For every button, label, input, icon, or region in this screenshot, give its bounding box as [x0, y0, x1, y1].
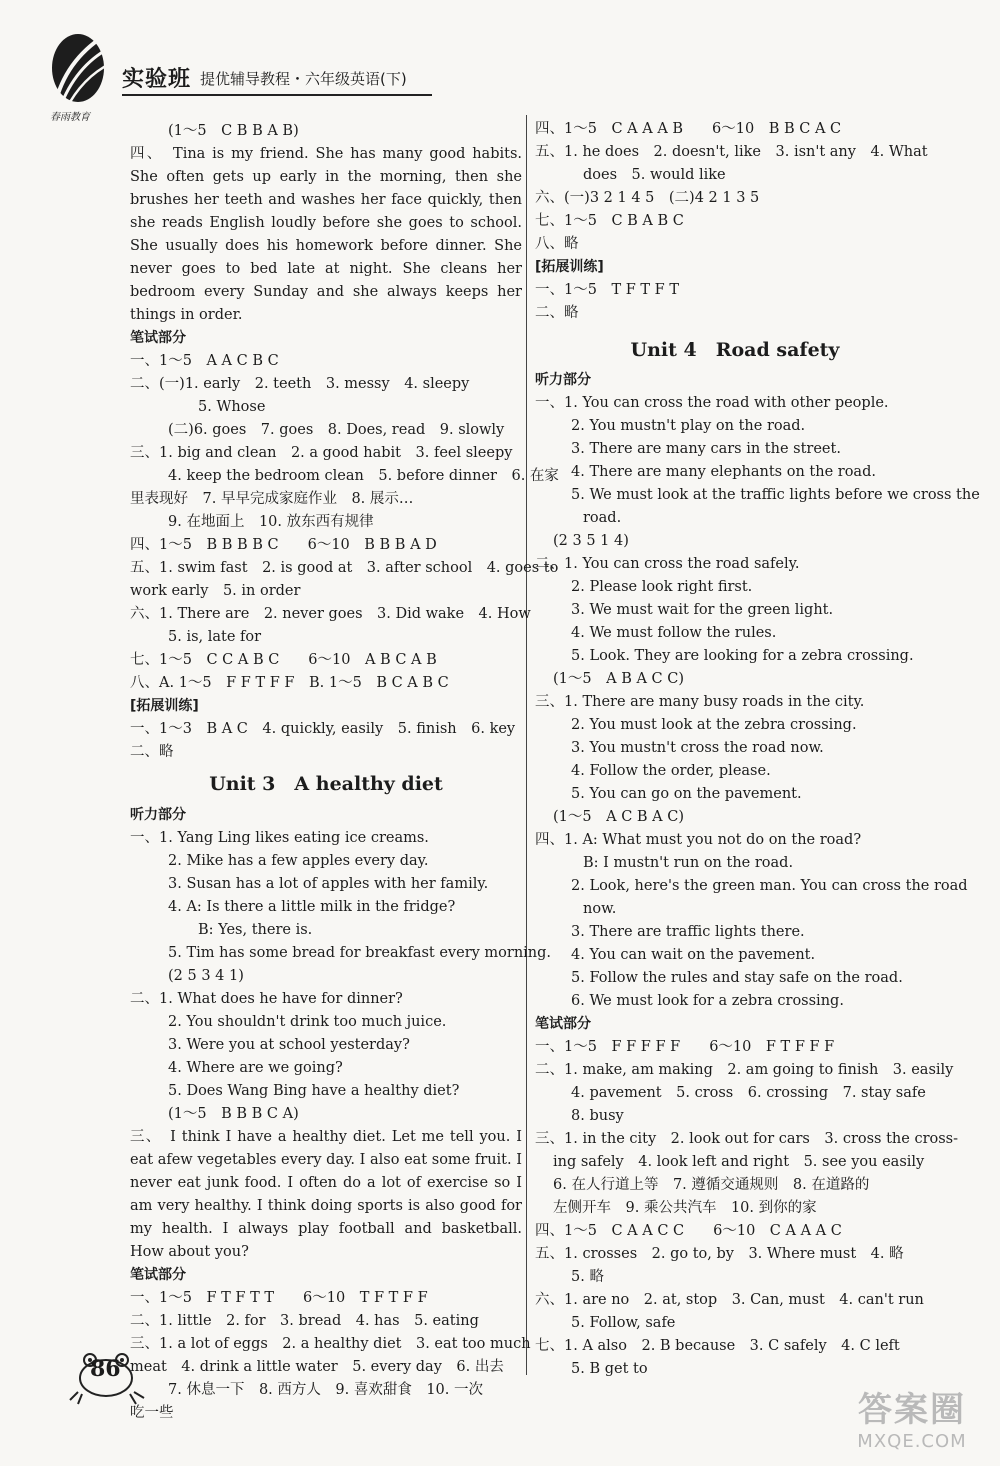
- answer-line: 2. You shouldn't drink too much juice.: [168, 1014, 447, 1030]
- answer-line: 7. 休息一下 8. 西方人 9. 喜欢甜食 10. 一次: [168, 1382, 483, 1398]
- answer-line: 4. There are many elephants on the road.: [571, 464, 876, 480]
- passage-paragraph: 四、 Tina is my friend. She has many good habits. She often gets up early in the morning, then she brushes her teeth and washes her face quickly, then she reads English loudly before she goes to school. She usually does his homework before dinner. She never goes to bed late at night. She cleans her bedroom every Sunday and she always keeps her things in order.: [130, 146, 522, 323]
- brand-title: 实验班: [122, 67, 192, 92]
- answer-line: 二、1. What does he have for dinner?: [130, 991, 403, 1007]
- leaf-logo-icon: [48, 24, 120, 110]
- answer-line: 4. keep the bedroom clean 5. before dinner 6. 在家: [168, 468, 559, 484]
- section-heading: 笔试部分: [130, 1267, 186, 1283]
- answer-line: 4. We must follow the rules.: [571, 625, 777, 641]
- section-heading: 听力部分: [130, 807, 186, 823]
- watermark: [842, 1382, 982, 1452]
- answer-line: ing safely 4. look left and right 5. see you easily: [553, 1154, 925, 1170]
- section-heading: [拓展训练]: [535, 259, 604, 275]
- answer-line: 六、(一)3 2 1 4 5 (二)4 2 1 3 5: [535, 190, 760, 206]
- answer-line: 5. Follow, safe: [571, 1315, 676, 1331]
- answer-line: 5. 略: [571, 1269, 604, 1285]
- answer-line: 一、1. Yang Ling likes eating ice creams.: [130, 830, 429, 846]
- answer-line: 5. is, late for: [168, 629, 262, 645]
- answer-line: 3. There are many cars in the street.: [571, 441, 841, 457]
- answer-line: 3. You mustn't cross the road now.: [571, 740, 824, 756]
- answer-line: 2. You must look at the zebra crossing.: [571, 717, 857, 733]
- answer-line: 吃一些: [130, 1405, 174, 1421]
- answer-line: 八、A. 1～5 F F T F F B. 1～5 B C A B C: [130, 675, 449, 691]
- answer-line: 六、1. There are 2. never goes 3. Did wake 4. How: [130, 606, 531, 622]
- page-number-badge: [70, 1348, 150, 1408]
- page-header: [40, 22, 440, 132]
- answer-line: now.: [583, 901, 617, 917]
- answer-line: 4. You can wait on the pavement.: [571, 947, 816, 963]
- unit-title: Unit 3 A healthy diet: [209, 773, 443, 795]
- answer-line: 3. There are traffic lights there.: [571, 924, 805, 940]
- book-subtitle: 提优辅导教程・六年级英语(下): [200, 70, 407, 88]
- answer-line: 三、1. big and clean 2. a good habit 3. feel sleepy: [130, 445, 513, 461]
- answer-line: (1～5 C B B A B): [168, 123, 299, 139]
- answer-line: 五、1. crosses 2. go to, by 3. Where must 4. 略: [535, 1246, 904, 1262]
- answer-line: 七、1. A also 2. B because 3. C safely 4. C left: [535, 1338, 900, 1354]
- answer-line: 4. Follow the order, please.: [571, 763, 771, 779]
- answer-line: 一、1～5 A A C B C: [130, 353, 279, 369]
- answer-line: 里表现好 7. 早早完成家庭作业 8. 展示…: [130, 491, 414, 507]
- answer-line: 七、1～5 C B A B C: [535, 213, 684, 229]
- answer-line: 八、略: [535, 236, 579, 252]
- answer-line: 一、1～5 T F T F T: [535, 282, 680, 298]
- answer-line: 左侧开车 9. 乘公共汽车 10. 到你的家: [553, 1200, 817, 1216]
- answer-line: 三、1. a lot of eggs 2. a healthy diet 3. eat too much: [130, 1336, 531, 1352]
- answer-line: B: Yes, there is.: [198, 922, 313, 938]
- answer-line: B: I mustn't run on the road.: [583, 855, 794, 871]
- answer-line: 五、1. he does 2. doesn't, like 3. isn't any 4. What: [535, 144, 928, 160]
- answer-line: 5. We must look at the traffic lights before we cross the: [571, 487, 980, 503]
- answer-line: (1～5 B B B C A): [168, 1106, 299, 1122]
- answer-line: 3. Susan has a lot of apples with her family.: [168, 876, 489, 892]
- answer-line: 5. You can go on the pavement.: [571, 786, 802, 802]
- answer-line: 6. We must look for a zebra crossing.: [571, 993, 844, 1009]
- answer-line: 四、1～5 B B B B C 6～10 B B B A D: [130, 537, 437, 553]
- page-number: 86: [90, 1356, 121, 1382]
- answer-line: 2. Look, here's the green man. You can cross the road: [571, 878, 968, 894]
- answer-line: 9. 在地面上 10. 放东西有规律: [168, 514, 374, 530]
- answer-line: 三、1. There are many busy roads in the city.: [535, 694, 865, 710]
- answer-line: 4. A: Is there a little milk in the fridge?: [168, 899, 456, 915]
- answer-line: 5. Tim has some bread for breakfast every morning.: [168, 945, 552, 961]
- answer-line: 2. You mustn't play on the road.: [571, 418, 806, 434]
- answer-line: 七、1～5 C C A B C 6～10 A B C A B: [130, 652, 437, 668]
- answer-line: 5. Follow the rules and stay safe on the road.: [571, 970, 903, 986]
- answer-line: 二、1. make, am making 2. am going to finish 3. easily: [535, 1062, 954, 1078]
- answer-line: meat 4. drink a little water 5. every day 6. 出去: [130, 1359, 504, 1375]
- unit-title: Unit 4 Road safety: [630, 339, 840, 361]
- answer-line: 3. Were you at school yesterday?: [168, 1037, 410, 1053]
- answer-line: work early 5. in order: [130, 583, 301, 599]
- answer-line: 四、1～5 C A A A B 6～10 B B C A C: [535, 121, 842, 137]
- header-rule: [122, 94, 432, 96]
- right-column: [535, 118, 980, 1381]
- answer-line: does 5. would like: [583, 167, 726, 183]
- answer-line: 二、(一)1. early 2. teeth 3. messy 4. sleepy: [130, 376, 470, 392]
- answer-line: 8. busy: [571, 1108, 624, 1124]
- answer-line: 5. B get to: [571, 1361, 648, 1377]
- answer-line: 6. 在人行道上等 7. 遵循交通规则 8. 在道路的: [553, 1177, 870, 1193]
- answer-line: 4. Where are we going?: [168, 1060, 343, 1076]
- answer-line: 二、略: [535, 305, 579, 321]
- answer-line: 二、1. You can cross the road safely.: [535, 556, 800, 572]
- answer-line: 一、1～3 B A C 4. quickly, easily 5. finish 6. key: [130, 721, 516, 737]
- answer-line: 4. pavement 5. cross 6. crossing 7. stay safe: [571, 1085, 926, 1101]
- passage-paragraph: 三、 I think I have a healthy diet. Let me tell you. I eat afew vegetables every day. I also eat some fruit. I never eat junk food. I often do a lot of exercise so I am very healthy. I think doing sports is also good for my health. I always play football and basketball. How about you?: [130, 1129, 522, 1260]
- answer-line: 2. Please look right first.: [571, 579, 753, 595]
- section-heading: 笔试部分: [535, 1016, 591, 1032]
- watermark-url: MXQE.COM: [857, 1431, 967, 1452]
- answer-line: road.: [583, 510, 622, 526]
- answer-line: 四、1～5 C A A C C 6～10 C A A A C: [535, 1223, 842, 1239]
- answer-line: 二、略: [130, 744, 174, 760]
- answer-line: 3. We must wait for the green light.: [571, 602, 834, 618]
- answer-line: (1～5 A C B A C): [553, 809, 684, 825]
- answer-line: 一、1. You can cross the road with other people.: [535, 395, 889, 411]
- watermark-title: 答案圈: [858, 1390, 966, 1430]
- answer-line: (二)6. goes 7. goes 8. Does, read 9. slowly: [168, 422, 505, 438]
- answer-line: 一、1～5 F T F T T 6～10 T F T F F: [130, 1290, 428, 1306]
- section-heading: 听力部分: [535, 372, 591, 388]
- answer-line: (2 3 5 1 4): [553, 533, 629, 549]
- answer-line: 一、1～5 F F F F F 6～10 F T F F F: [535, 1039, 835, 1055]
- answer-line: 四、1. A: What must you not do on the road?: [535, 832, 862, 848]
- answer-line: 五、1. swim fast 2. is good at 3. after school 4. goes to: [130, 560, 559, 576]
- answer-line: 三、1. in the city 2. look out for cars 3. cross the cross-: [535, 1131, 959, 1147]
- answer-line: 5. Does Wang Bing have a healthy diet?: [168, 1083, 460, 1099]
- answer-line: 5. Whose: [198, 399, 266, 415]
- section-heading: 笔试部分: [130, 330, 186, 346]
- answer-line: 二、1. little 2. for 3. bread 4. has 5. eating: [130, 1313, 479, 1329]
- column-divider: [526, 115, 527, 1375]
- answer-line: 六、1. are no 2. at, stop 3. Can, must 4. can't run: [535, 1292, 924, 1308]
- answer-line: 5. Look. They are looking for a zebra crossing.: [571, 648, 914, 664]
- section-heading: [拓展训练]: [130, 698, 199, 714]
- answer-line: (2 5 3 4 1): [168, 968, 244, 984]
- answer-line: 2. Mike has a few apples every day.: [168, 853, 429, 869]
- publisher-slogan: 春雨教育: [50, 112, 90, 123]
- answer-line: (1～5 A B A C C): [553, 671, 684, 687]
